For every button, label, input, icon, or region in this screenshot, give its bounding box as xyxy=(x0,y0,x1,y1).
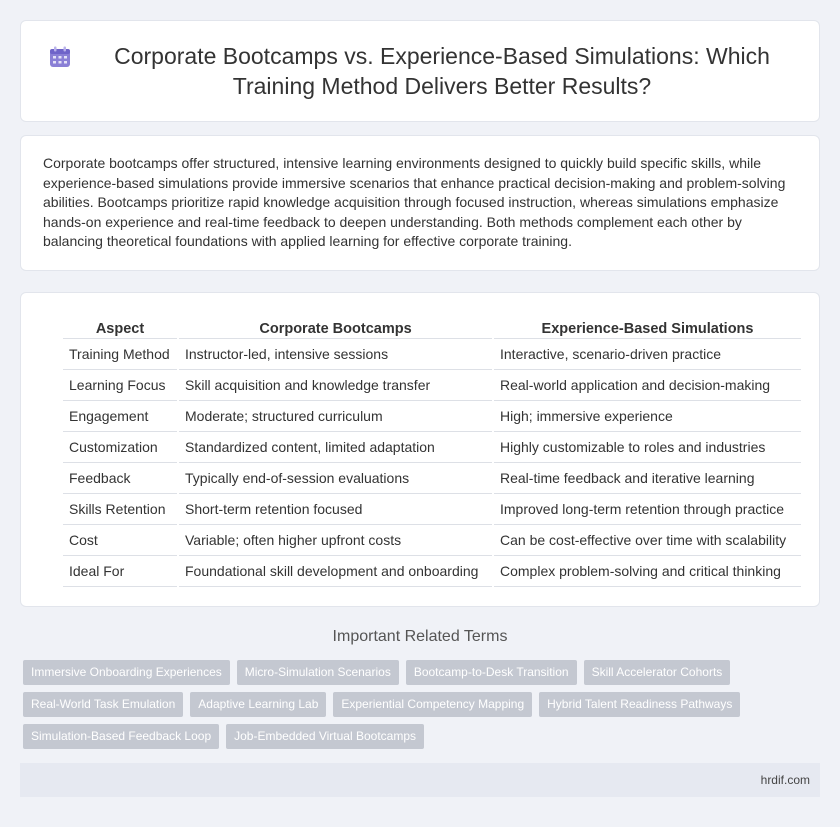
table-row xyxy=(63,370,801,401)
cell-simulations: Highly customizable to roles and industries xyxy=(494,432,801,463)
cell-simulations: High; immersive experience xyxy=(494,401,801,432)
tag-link[interactable]: Micro-Simulation Scenarios xyxy=(237,660,399,685)
related-terms-list xyxy=(23,660,823,756)
cell-aspect: Customization xyxy=(63,432,177,463)
tag-link[interactable]: Job-Embedded Virtual Bootcamps xyxy=(226,724,424,749)
tag-link[interactable]: Skill Accelerator Cohorts xyxy=(584,660,731,685)
footer xyxy=(20,763,820,797)
cell-aspect: Engagement xyxy=(63,401,177,432)
cell-simulations: Complex problem-solving and critical thinking xyxy=(494,556,801,587)
table-row xyxy=(63,525,801,556)
cell-simulations: Improved long-term retention through practice xyxy=(494,494,801,525)
table-row xyxy=(63,463,801,494)
cell-simulations: Real-time feedback and iterative learning xyxy=(494,463,801,494)
intro-paragraph: Corporate bootcamps offer structured, intensive learning environments designed to quickly build specific skills, while experience-based simulations provide immersive scenarios that enhance practical decision-making and problem-solving abilities. Bootcamps prioritize rapid knowledge acquisition through focused instruction, whereas simulations emphasize hands-on experience and real-time feedback to deepen understanding. Both methods complement each other by balancing theoretical foundations with applied learning for effective corporate training. xyxy=(43,155,786,249)
cell-bootcamps: Typically end-of-session evaluations xyxy=(179,463,492,494)
cell-aspect: Feedback xyxy=(63,463,177,494)
cell-bootcamps: Moderate; structured curriculum xyxy=(179,401,492,432)
footer-site-link[interactable]: hrdif.com xyxy=(760,773,810,787)
table-row xyxy=(63,432,801,463)
cell-aspect: Ideal For xyxy=(63,556,177,587)
cell-bootcamps: Skill acquisition and knowledge transfer xyxy=(179,370,492,401)
header-aspect: Aspect xyxy=(63,313,177,339)
header-simulations: Experience-Based Simulations xyxy=(494,313,801,339)
cell-bootcamps: Short-term retention focused xyxy=(179,494,492,525)
cell-simulations: Real-world application and decision-making xyxy=(494,370,801,401)
cell-bootcamps: Variable; often higher upfront costs xyxy=(179,525,492,556)
table-row xyxy=(63,494,801,525)
related-terms-title: Important Related Terms xyxy=(332,628,508,645)
table-row xyxy=(63,556,801,587)
comparison-card xyxy=(20,292,820,607)
calendar-icon xyxy=(48,45,72,69)
cell-bootcamps: Standardized content, limited adaptation xyxy=(179,432,492,463)
table-row xyxy=(63,339,801,370)
tag-link[interactable]: Experiential Competency Mapping xyxy=(333,692,532,717)
tag-link[interactable]: Bootcamp-to-Desk Transition xyxy=(406,660,577,685)
cell-simulations: Can be cost-effective over time with scalability xyxy=(494,525,801,556)
intro-card xyxy=(20,135,820,271)
tag-link[interactable]: Adaptive Learning Lab xyxy=(190,692,326,717)
cell-aspect: Learning Focus xyxy=(63,370,177,401)
tag-row xyxy=(23,692,823,717)
cell-aspect: Cost xyxy=(63,525,177,556)
tag-link[interactable]: Hybrid Talent Readiness Pathways xyxy=(539,692,740,717)
comparison-table xyxy=(61,313,803,587)
table-header-row xyxy=(63,313,801,339)
cell-simulations: Interactive, scenario-driven practice xyxy=(494,339,801,370)
cell-aspect: Training Method xyxy=(63,339,177,370)
title-wrap xyxy=(40,41,800,101)
title-card xyxy=(20,20,820,122)
page-title: Corporate Bootcamps vs. Experience-Based Simulations: Which Training Method Delivers Better Results? xyxy=(114,43,770,99)
tag-link[interactable]: Simulation-Based Feedback Loop xyxy=(23,724,219,749)
cell-bootcamps: Instructor-led, intensive sessions xyxy=(179,339,492,370)
cell-aspect: Skills Retention xyxy=(63,494,177,525)
tag-link[interactable]: Real-World Task Emulation xyxy=(23,692,183,717)
table-row xyxy=(63,401,801,432)
tag-row xyxy=(23,724,823,749)
header-bootcamps: Corporate Bootcamps xyxy=(179,313,492,339)
cell-bootcamps: Foundational skill development and onboarding xyxy=(179,556,492,587)
tag-link[interactable]: Immersive Onboarding Experiences xyxy=(23,660,230,685)
tag-row xyxy=(23,660,823,685)
